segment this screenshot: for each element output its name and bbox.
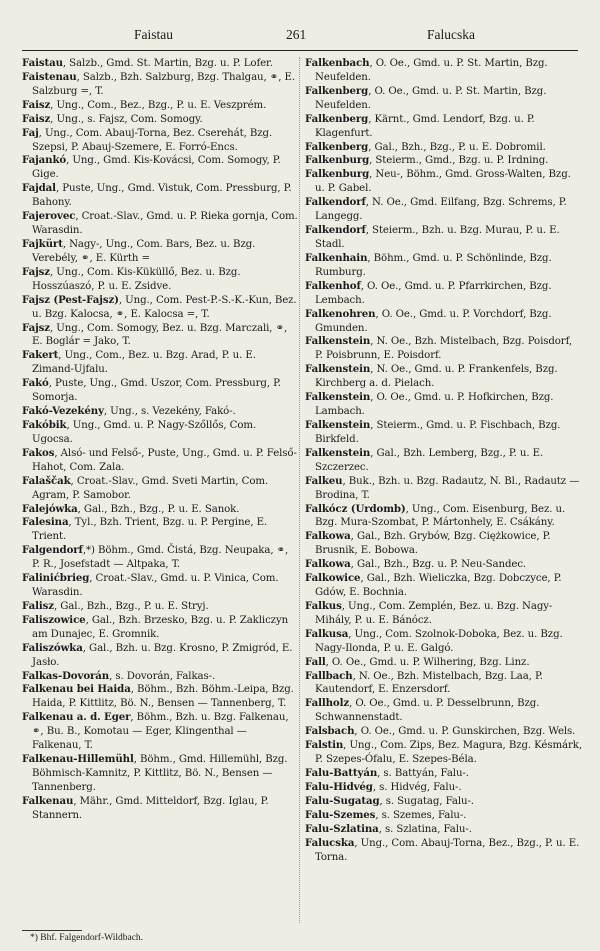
gazetteer-entry: Fakó, Puste, Ung., Gmd. Uszor, Com. Pressburg, P. Somorja. [22,377,281,404]
header-left-keyword: Faistau [134,27,173,42]
gazetteer-entry: Fakert, Ung., Com., Bez. u. Bzg. Arad, P. u. E. Zimand-Ujfalu. [22,349,256,376]
gazetteer-entry: Falesina, Tyl., Bzh. Trient, Bzg. u. P. Pergine, E. Trient. [22,516,268,543]
gazetteer-entry: Fallholz, O. Oe., Gmd. u. P. Desselbrunn, Bzg. Schwannenstadt. [305,697,540,724]
gazetteer-entry: Fajdal, Puste, Ung., Gmd. Vistuk, Com. Pressburg, P. Bahony. [22,182,292,209]
gazetteer-entry: Falucska, Ung., Com. Abauj-Torna, Bez., Bzg., P. u. E. Torna. [305,836,580,863]
gazetteer-entry: Falkenstein, Gal., Bzh. Lemberg, Bzg., P. u. E. Szczerzec. [305,446,544,473]
gazetteer-entry: Faliszowice, Gal., Bzh. Brzesko, Bzg. u. P. Zakliczyn am Dunajec, E. Gromnik. [22,613,289,640]
footnote: *) Bhf. Falgendorf-Wildbach. [30,933,144,943]
gazetteer-entry: Fajerovec, Croat.-Slav., Gmd. u. P. Rieka gornja, Com. Warasdin. [22,210,298,237]
gazetteer-entry: Falkowa, Gal., Bzh. Grybów, Bzg. Ciężkowice, P. Brusnik, E. Bobowa. [305,530,551,557]
gazetteer-entry: Falkenbach, O. Oe., Gmd. u. P. St. Martin, Bzg. Neufelden. [305,57,548,83]
left-column [22,57,299,823]
gazetteer-entry: Falkenau a. d. Eger, Böhm., Bzh. u. Bzg. Falkenau, ⚭, Bu. B., Komotau — Eger, Klingenthal — Falkenau, T. [22,711,289,752]
gazetteer-entry: Faistenau, Salzb., Bzh. Salzburg, Bzg. Thalgau, ⚭, E. Salzburg =, T. [22,70,295,97]
gazetteer-entry: Falinićbrieg, Croat.-Slav., Gmd. u. P. Vinica, Com. Warasdin. [22,572,279,599]
page-number: 261 [286,27,307,42]
column-divider [299,57,300,923]
gazetteer-entry: Falsbach, O. Oe., Gmd. u. P. Gunskirchen, Bzg. Wels. [305,725,576,738]
gazetteer-entry: Falu-Szlatina, s. Szlatina, Falu-. [305,822,472,835]
gazetteer-entry: Falkendorf, N. Oe., Gmd. Eilfang, Bzg. Schrems, P. Langegg. [305,196,567,223]
gazetteer-entry: Falkócz (Urdomb), Ung., Com. Eisenburg, Bez. u. Bzg. Mura-Szombat, P. Mártonhely, E. Csákány. [305,502,566,529]
gazetteer-entry: Falkenberg, Gal., Bzh., Bzg., P. u. E. Dobromil. [305,140,546,153]
gazetteer-entry: Fajankó, Ung., Gmd. Kis-Kovácsi, Com. Somogy, P. Gige. [22,154,281,181]
gazetteer-entry: Falkenau-Hillemühl, Böhm., Gmd. Hillemühl, Bzg. Böhmisch-Kamnitz, P. Kittlitz, Bö. N., Bensen — Tannenberg. [22,753,288,793]
header-right-keyword: Falucska [427,27,475,42]
gazetteer-entry: Falkusa, Ung., Com. Szolnok-Doboka, Bez. u. Bzg. Nagy-Ilonda, P. u. E. Galgó. [305,627,563,654]
gazetteer-entry: Falkenburg, Steierm., Gmd., Bzg. u. P. Irdning. [305,154,549,167]
gazetteer-entry: Falkenhof, O. Oe., Gmd. u. P. Pfarrkirchen, Bzg. Lembach. [305,279,552,306]
gazetteer-entry: Fajsz (Pest-Fajsz), Ung., Com. Pest-P.-S.-K.-Kun, Bez. u. Bzg. Kalocsa, ⚭, E. Kalocsa =, T. [22,293,297,320]
gazetteer-entry: Falkas-Dovorán, s. Dovorán, Falkas-. [22,669,216,682]
gazetteer-entry: Falkowice, Gal., Bzh. Wieliczka, Bzg. Dobczyce, P. Gdów, E. Bochnia. [305,572,562,599]
gazetteer-entry: Falkenstein, N. Oe., Bzh. Mistelbach, Bzg. Poisdorf, P. Poisbrunn, E. Poisdorf. [305,335,573,362]
gazetteer-entry: Falkeu, Buk., Bzh. u. Bzg. Radautz, N. Bl., Radautz — Brodina, T. [305,474,580,501]
running-header [22,27,578,43]
gazetteer-entry: Faisz, Ung., s. Fajsz, Com. Somogy. [22,112,203,125]
gazetteer-entry: Fajsz, Ung., Com. Somogy, Bez. u. Bzg. Marczali, ⚭, E. Boglár = Jako, T. [22,321,288,348]
gazetteer-entry: Falkenberg, Kärnt., Gmd. Lendorf, Bzg. u. P. Klagenfurt. [305,112,535,139]
gazetteer-entry: Falejówka, Gal., Bzh., Bzg., P. u. E. Sanok. [22,502,240,515]
gazetteer-entry: Falstin, Ung., Com. Zips, Bez. Magura, Bzg. Késmárk, P. Szepes-Ófalu, E. Szepes-Béla. [305,739,582,766]
gazetteer-entry: Falkenohren, O. Oe., Gmd. u. P. Vorchdorf, Bzg. Gmunden. [305,307,552,334]
gazetteer-entry: Falaščak, Croat.-Slav., Gmd. Sveti Martin, Com. Agram, P. Samobor. [22,474,269,501]
gazetteer-entry: Fakó-Vezekény, Ung., s. Vezekény, Fakó-. [22,405,236,418]
gazetteer-entry: Falu-Battyán, s. Battyán, Falu-. [305,767,469,780]
gazetteer-entry: Falkenburg, Neu-, Böhm., Gmd. Gross-Walten, Bzg. u. P. Gabel. [305,168,571,195]
gazetteer-entry: Falu-Szemes, s. Szemes, Falu-. [305,808,467,821]
gazetteer-entry: Falu-Sugatag, s. Sugatag, Falu-. [305,794,474,807]
gazetteer-entry: Falkowa, Gal., Bzh., Bzg. u. P. Neu-Sandec. [305,558,527,571]
gazetteer-entry: Falkenberg, O. Oe., Gmd. u. P. St. Martin, Bzg. Neufelden. [305,84,547,111]
gazetteer-entry: Faisz, Ung., Com., Bez., Bzg., P. u. E. Veszprém. [22,98,267,111]
gazetteer-entry: Fajsz, Ung., Com. Kis-Küküllő, Bez. u. Bzg. Hosszúaszó, P. u. E. Zsidve. [22,265,241,292]
gazetteer-entry: Falkenau bei Haida, Böhm., Bzh. Böhm.-Leipa, Bzg. Haida, P. Kittlitz, Bö. N., Bensen — Tannenberg, T. [22,683,294,710]
gazetteer-entry: Fall, O. Oe., Gmd. u. P. Wilhering, Bzg. Linz. [305,655,530,668]
gazetteer-entry: Fakóbik, Ung., Gmd. u. P. Nagy-Szőllős, Com. Ugocsa. [22,418,257,445]
gazetteer-entry: Falu-Hidvég, s. Hidvég, Falu-. [305,780,462,793]
gazetteer-entry: Falkenstein, Steierm., Gmd. u. P. Fischbach, Bzg. Birkfeld. [305,418,561,445]
gazetteer-entry: Faliszówka, Gal., Bzh. u. Bzg. Krosno, P. Zmigród, E. Jasło. [22,641,293,668]
footnote-rule [22,930,82,931]
gazetteer-entry: Falkenhain, Böhm., Gmd. u. P. Schönlinde, Bzg. Rumburg. [305,251,552,278]
gazetteer-entry: Faistau, Salzb., Gmd. St. Martin, Bzg. u. P. Lofer. [22,57,273,69]
gazetteer-entry: Falisz, Gal., Bzh., Bzg., P. u. E. Stryj. [22,599,209,612]
gazetteer-entry: Fallbach, N. Oe., Bzh. Mistelbach, Bzg. Laa, P. Kautendorf, E. Enzersdorf. [305,669,543,696]
gazetteer-entry: Fakos, Alsó- und Felső-, Puste, Ung., Gmd. u. P. Felső-Hahot, Com. Zala. [22,446,297,473]
gazetteer-entry: Falkendorf, Steierm., Bzh. u. Bzg. Murau, P. u. E. Stadl. [305,224,560,250]
header-rule [22,50,578,51]
gazetteer-entry: Falkus, Ung., Com. Zemplén, Bez. u. Bzg. Nagy-Mihály, P. u. E. Bánócz. [305,599,553,626]
gazetteer-entry: Fajkürt, Nagy-, Ung., Com. Bars, Bez. u. Bzg. Verebély, ⚭, E. Kürth = [22,237,256,264]
gazetteer-entry: Faj, Ung., Com. Abauj-Torna, Bez. Cserehát, Bzg. Szepsi, P. Abauj-Szemere, E. Forró-Encs. [22,126,273,153]
gazetteer-entry: Falkenau, Mähr., Gmd. Mitteldorf, Bzg. Iglau, P. Stannern. [22,794,269,821]
right-column [305,57,582,864]
gazetteer-entry: Falgendorf,*) Böhm., Gmd. Čistá, Bzg. Neupaka, ⚭, P. R., Josefstadt — Altpaka, T. [22,544,289,571]
gazetteer-entry: Falkenstein, O. Oe., Gmd. u. P. Hofkirchen, Bzg. Lambach. [305,391,554,418]
gazetteer-entry: Falkenstein, N. Oe., Gmd. u. P. Frankenfels, Bzg. Kirchberg a. d. Pielach. [305,363,558,390]
